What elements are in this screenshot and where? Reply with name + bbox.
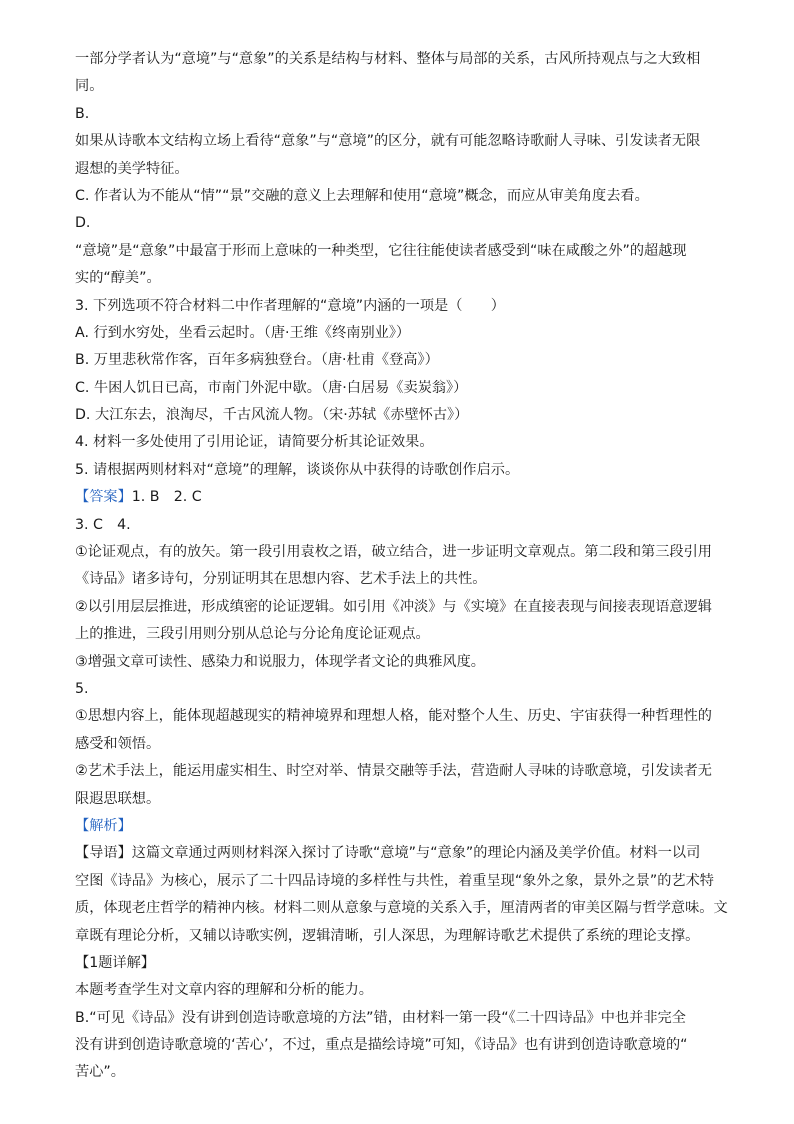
text-line: 如果从诗歌本文结构立场上看待“意象”与“意境”的区分，就有可能忽略诗歌耐人寻味、引发读者无限 [75, 133, 701, 150]
text-line: 3. C 4. [75, 516, 131, 533]
text-line: ②艺术手法上，能运用虚实相生、时空对举、情景交融等手法，营造耐人寻味的诗歌意境，引发读者无 [75, 763, 712, 780]
answer-line [75, 484, 734, 511]
text-line: 同。 [75, 78, 104, 95]
question-3: 3. 下列选项不符合材料二中作者理解的“意境”内涵的一项是（ ） [75, 297, 505, 314]
option-c: C. 牛困人饥日已高，市南门外泥中歇。（唐·白居易《卖炭翁》） [75, 379, 468, 396]
analysis-tag: 【解析】 [75, 817, 132, 834]
text-line: ③增强文章可读性、感染力和说服力，体现学者文论的典雅风度。 [75, 653, 485, 670]
option-a: A. 行到水穷处，坐看云起时。（唐·王维《终南别业》） [75, 324, 411, 341]
text-line: 本题考查学生对文章内容的理解和分析的能力。 [75, 982, 373, 999]
text-line: 章既有理论分析，又辅以诗歌实例，逻辑清晰，引人深思，为理解诗歌艺术提供了系统的理论支撑。 [75, 927, 700, 944]
text-line: B. [75, 105, 90, 122]
text-line: ②以引用层层推进，形成缜密的论证逻辑。如引用《冲淡》与《实境》在直接表现与间接表现语意逻辑 [75, 598, 712, 615]
answer-tag: 【答案】 [75, 489, 132, 506]
question-5: 5. 请根据两则材料对“意境”的理解，谈谈你从中获得的诗歌创作启示。 [75, 461, 520, 478]
option-b: B. 万里悲秋常作客，百年多病独登台。（唐·杜甫《登高》） [75, 352, 439, 369]
text-line: 《诗品》诸多诗句，分别证明其在思想内容、艺术手法上的共性。 [75, 571, 487, 588]
text-line: 苦心”。 [75, 1064, 125, 1081]
text-line: 没有讲到创造诗歌意境的‘苦心’，不过，重点是描绘诗境”可知，《诗品》也有讲到创造诗歌意境的“ [75, 1037, 688, 1054]
analysis-line [75, 813, 734, 840]
option-d: D. 大江东去，浪淘尽，千古风流人物。（宋·苏轼《赤壁怀古》） [75, 407, 469, 424]
text-line: ①论证观点，有的放矢。第一段引用袁枚之语，破立结合，进一步证明文章观点。第二段和第三段引用 [75, 544, 712, 561]
answer-text: 1. B 2. C [131, 489, 202, 506]
text-line: 实的“醇美”。 [75, 270, 161, 287]
text-line: 质，体现老庄哲学的精神内核。材料二则从意象与意境的关系入手，厘清两者的审美区隔与哲学意味。文 [75, 900, 728, 917]
text-line: 限遐思联想。 [75, 790, 161, 807]
text-line: ①思想内容上，能体现超越现实的精神境界和理想人格，能对整个人生、历史、宇宙获得一种哲理性的 [75, 708, 712, 725]
question-4: 4. 材料一多处使用了引用论证，请简要分析其论证效果。 [75, 434, 434, 451]
text-line: 一部分学者认为“意境”与“意象”的关系是结构与材料、整体与局部的关系，古风所持观点与之大致相 [75, 51, 701, 67]
text-line: B.“可见《诗品》没有讲到创造诗歌意境的方法”错，由材料一第一段“《二十四诗品》中也并非完全 [75, 1009, 686, 1026]
section-heading: 【1题详解】 [75, 954, 155, 971]
text-line: “意境”是“意象”中最富于形而上意味的一种类型，它往往能使读者感受到“味在咸酸之外”的超越现 [75, 242, 687, 259]
text-line: D. [75, 215, 91, 232]
text-line: 遐想的美学特征。 [75, 160, 189, 177]
text-line: 5. [75, 680, 89, 697]
text-line: C. 作者认为不能从“情”“景”交融的意义上去理解和使用“意境”概念，而应从审美角度去看。 [75, 187, 649, 204]
text-line: 【导语】这篇文章通过两则材料深入探讨了诗歌“意境”与“意象”的理论内涵及美学价值。材料一以司 [75, 845, 701, 862]
text-line: 上的推进，三段引用则分别从总论与分论角度论证观点。 [75, 626, 430, 643]
text-line: 感受和领悟。 [75, 735, 161, 752]
text-line: 空图《诗品》为核心，展示了二十四品诗境的多样性与共性，着重呈现“象外之象，景外之景”的艺术特 [75, 872, 714, 889]
